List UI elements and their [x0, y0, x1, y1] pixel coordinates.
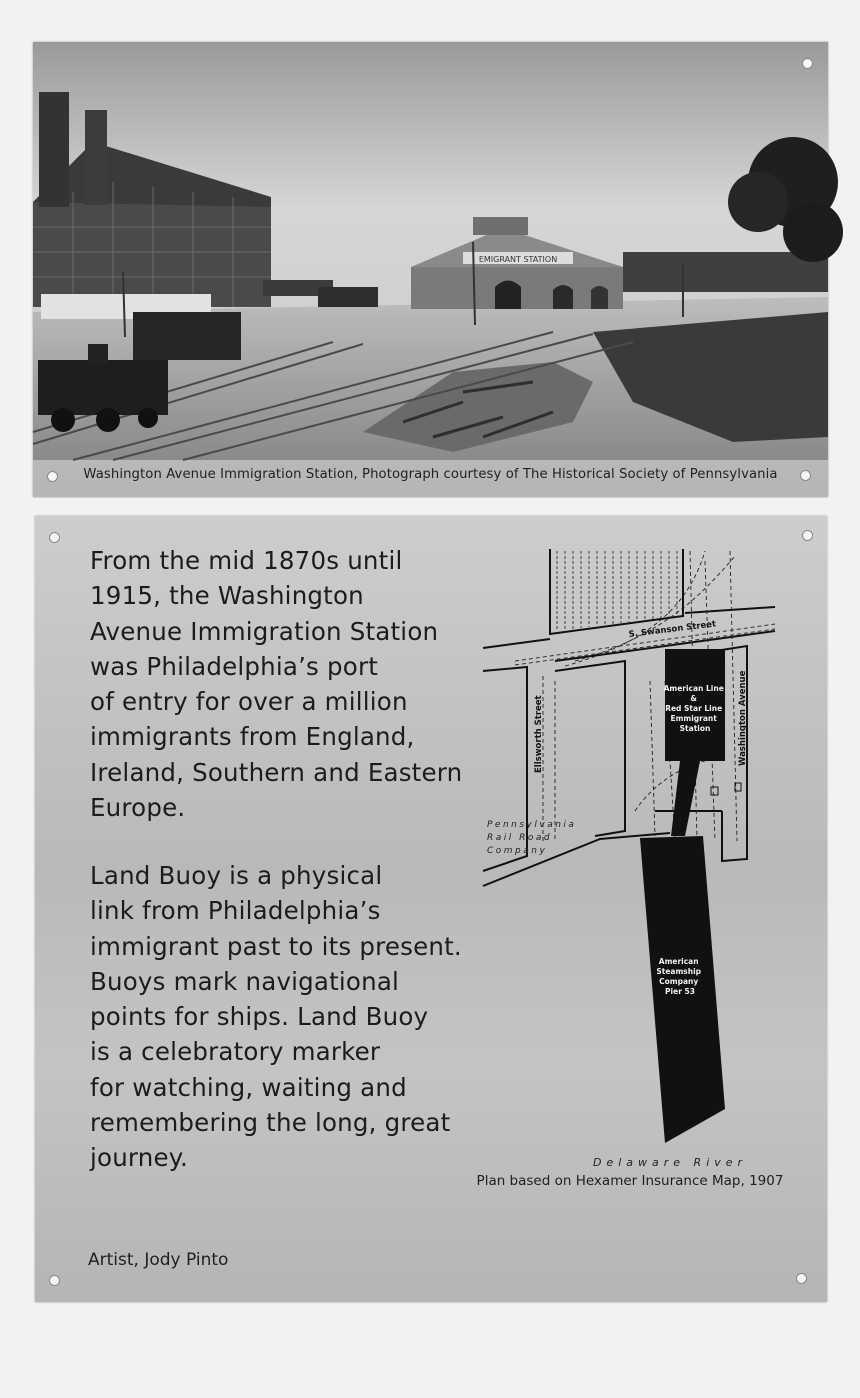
mounting-hole: [49, 532, 60, 543]
delaware-river-label: Delaware River: [593, 1156, 748, 1169]
station-label-line: American Line: [663, 684, 724, 693]
photo-caption: Washington Avenue Immigration Station, Photograph courtesy of The Historical Society of Pennsylvania: [83, 467, 778, 482]
mounting-hole: [800, 470, 811, 481]
photo-plaque: [33, 42, 828, 497]
mounting-hole: [47, 471, 58, 482]
svg-text:Pennsylvania Rail Road: [487, 820, 582, 856]
swanson-street-label: S. Swanson Street: [628, 619, 717, 640]
mounting-hole: [802, 530, 813, 541]
mounting-hole: [796, 1273, 807, 1284]
land-buoy-paragraph: Land Buoy is a physical link from Philadelphia’s immigrant past to its present. Buoys mark navigational points for ships. Land Buoy is a celebratory marker for watching, waiting and remembering the long, great journey.: [90, 861, 462, 1173]
mounting-hole: [49, 1275, 60, 1286]
pier-label-line: Steamship: [656, 967, 702, 976]
station-label-line: Red Star Line: [665, 704, 723, 713]
historical-photograph: [33, 42, 828, 460]
mounting-hole: [802, 58, 813, 69]
railroad-label-line: Rail Road: [487, 833, 553, 843]
station-label-line: &: [690, 694, 697, 703]
ellsworth-street-label: Ellsworth Street: [534, 695, 544, 773]
text-plaque: [35, 516, 827, 1302]
station-label-line: Station: [679, 724, 711, 733]
map-caption: Plan based on Hexamer Insurance Map, 1907: [476, 1173, 784, 1189]
pier-label-line: American: [658, 957, 699, 966]
pier-label-line: Company: [659, 977, 699, 986]
station-label-line: Emmigrant: [670, 714, 717, 723]
history-paragraph: From the mid 1870s until 1915, the Washington Avenue Immigration Station was Philadelphia’s port of entry for over a million immigrants from England, Ireland, Southern and Eastern Europe.: [90, 546, 463, 823]
site-plan-map: [475, 541, 785, 1169]
building-sign: EMIGRANT STATION: [478, 255, 558, 264]
pier-label-line: Pier 53: [665, 987, 695, 996]
railroad-label-line: Company: [487, 846, 548, 856]
washington-avenue-label: Washington Avenue: [738, 670, 748, 766]
railroad-label-line: Pennsylvania: [487, 820, 577, 830]
artist-credit: Artist, Jody Pinto: [88, 1250, 229, 1270]
